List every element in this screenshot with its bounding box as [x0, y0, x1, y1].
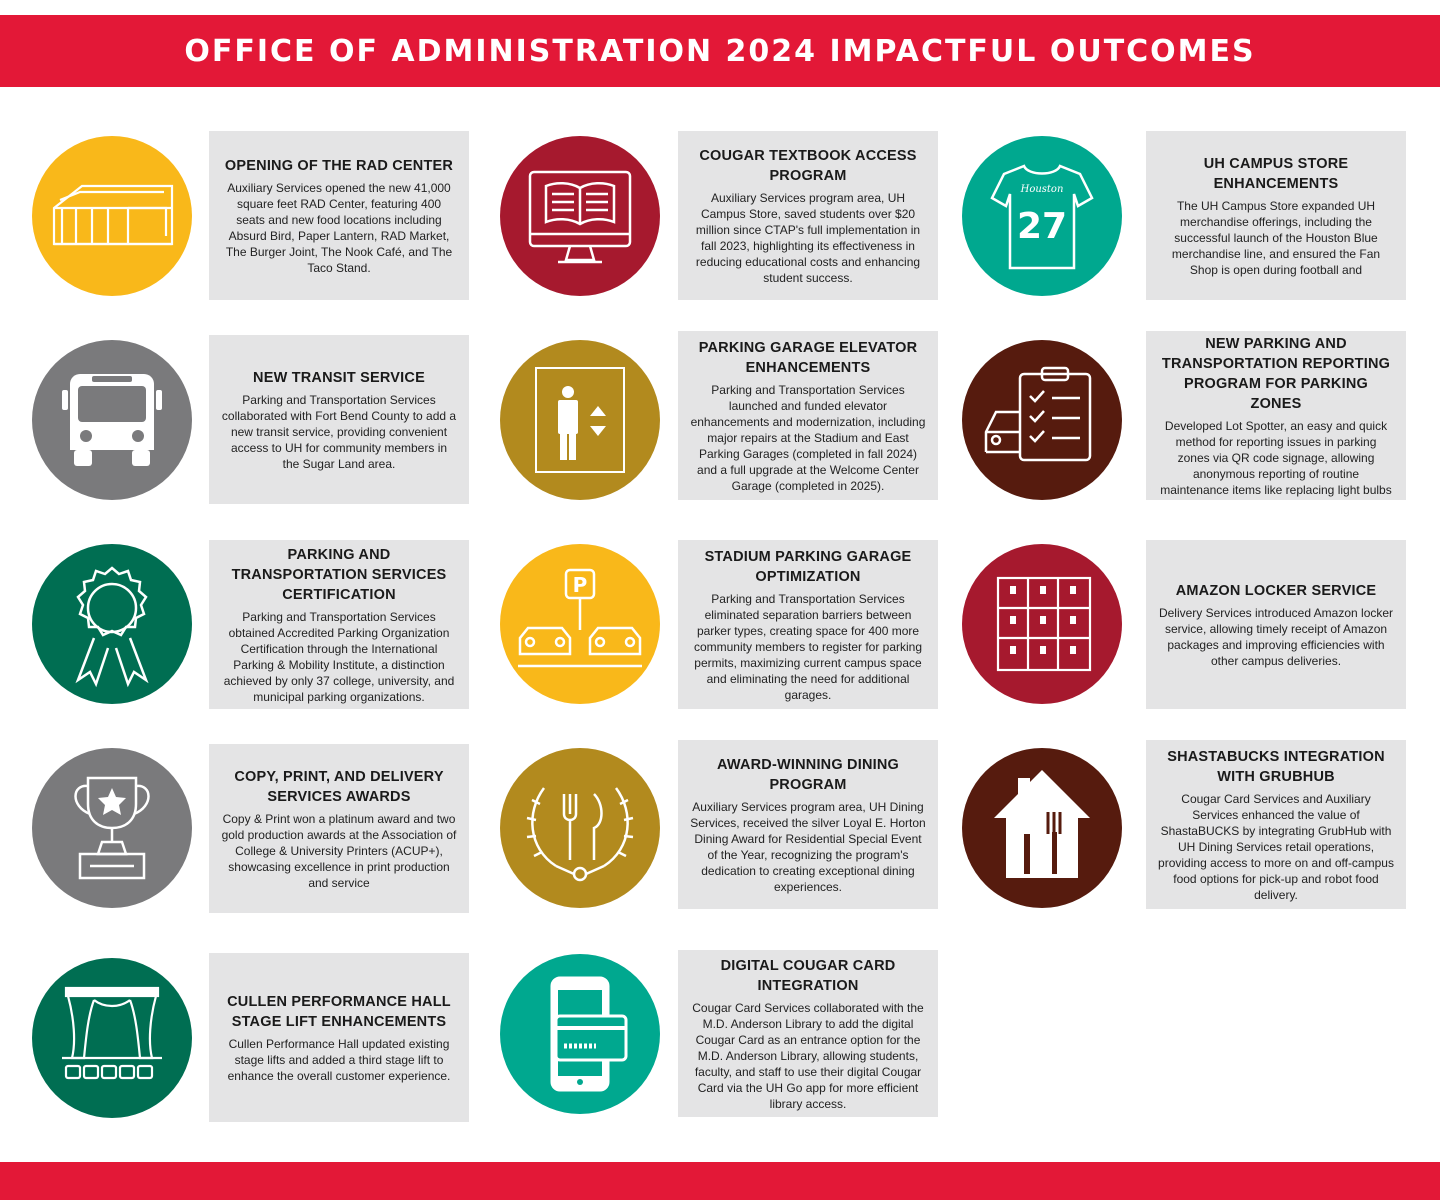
card-title: NEW PARKING AND TRANSPORTATION REPORTING PROGRAM FOR PARKING ZONES	[1161, 335, 1391, 412]
svg-text:P: P	[572, 573, 588, 597]
card-body: The UH Campus Store expanded UH merchandise offerings, including the successful launch of the Houston Blue merchandise line, and ensured the Fan Shop is open during football and	[1171, 198, 1381, 277]
award-ribbon-icon	[32, 544, 192, 704]
card-title: NEW TRANSIT SERVICE	[253, 369, 425, 386]
card-transit-service	[209, 335, 469, 504]
card-stadium-garage	[678, 540, 938, 709]
dining-laurel-icon	[500, 748, 660, 908]
card-body: Parking and Transportation Services obtained Accredited Parking Organization Certification through the International Parking & Mobility Institute, a distinction achieved by only 37 college, university, and municipal parking organizations.	[223, 609, 455, 704]
elevator-icon	[500, 340, 660, 500]
card-body: Cougar Card Services collaborated with the M.D. Anderson Library to add the digital Cougar Card as an entrance option for the M.D. Anderson Library, allowing students, faculty, and staff to use their digital Cougar Card via the UH Go app for more efficient library access.	[692, 1000, 924, 1111]
bus-icon	[32, 340, 192, 500]
header-banner	[0, 15, 1440, 87]
card-digital-cougar-card	[678, 950, 938, 1117]
card-body: Auxiliary Services program area, UH Campus Store, saved students over $20 million since CTAP's full implementation in fall 2023, highlighting its effectiveness in reducing educational costs and enhancing student success.	[695, 190, 921, 285]
card-title: CULLEN PERFORMANCE HALL STAGE LIFT ENHANCEMENTS	[227, 993, 451, 1030]
card-title: COPY, PRINT, AND DELIVERY SERVICES AWARDS	[234, 768, 444, 805]
card-body: Copy & Print won a platinum award and two gold production awards at the Association of College & University Printers (ACUP+), showcasing excellence in print production and service	[221, 811, 457, 890]
card-reporting-program	[1146, 331, 1406, 500]
jersey-number: 27	[1016, 206, 1068, 247]
parking-cars-icon	[500, 544, 660, 704]
card-shastabucks	[1146, 740, 1406, 909]
card-title: PARKING AND TRANSPORTATION SERVICES CERTIFICATION	[231, 546, 447, 603]
card-title: COUGAR TEXTBOOK ACCESS PROGRAM	[699, 147, 917, 184]
card-body: Auxiliary Services opened the new 41,000 square feet RAD Center, featuring 400 seats and new food locations including Absurd Bird, Paper Lantern, RAD Market, The Burger Joint, The Nook Café, and The Taco Stand.	[225, 180, 453, 275]
trophy-icon	[32, 748, 192, 908]
card-campus-store	[1146, 131, 1406, 300]
card-certification	[209, 540, 469, 709]
card-body: Auxiliary Services program area, UH Dining Services, received the silver Loyal E. Horton Dining Award for Residential Special Event of the Year, recognizing the program's dedication to creating exceptional dining experiences.	[690, 799, 926, 894]
card-title: STADIUM PARKING GARAGE OPTIMIZATION	[704, 548, 912, 585]
card-title: PARKING GARAGE ELEVATOR ENHANCEMENTS	[698, 339, 918, 376]
card-print-awards	[209, 744, 469, 913]
card-stage-lift	[209, 953, 469, 1122]
card-body: Delivery Services introduced Amazon locker service, allowing timely receipt of Amazon packages and improving efficiencies with other campus deliveries.	[1158, 605, 1394, 668]
card-rad-center	[209, 131, 469, 300]
theater-stage-icon	[32, 958, 192, 1118]
card-body: Parking and Transportation Services collaborated with Fort Bend County to add a new transit service, providing convenient access to UH for community members in the Sugar Land area.	[221, 392, 457, 471]
card-body: Cullen Performance Hall updated existing stage lifts and added a third stage lift to enhance the overall customer experience.	[227, 1036, 451, 1083]
card-elevator-enhancements	[678, 331, 938, 500]
card-body: Parking and Transportation Services launched and funded elevator enhancements and modernization, including major repairs at the Stadium and East Parking Garages (completed in fall 2024) and a full upgrade at the Welcome Center Garage (completed in 2025).	[690, 382, 926, 493]
jersey-icon	[962, 136, 1122, 296]
phone-card-icon	[500, 954, 660, 1114]
card-body: Cougar Card Services and Auxiliary Services enhanced the value of ShastaBUCKS by integrating GrubHub with UH Dining Services retail operations, providing access to more on and off-campus food options for pick-up and robot food delivery.	[1158, 791, 1394, 902]
card-title: SHASTABUCKS INTEGRATION WITH GRUBHUB	[1167, 748, 1385, 785]
book-monitor-icon	[500, 136, 660, 296]
card-title: DIGITAL COUGAR CARD INTEGRATION	[720, 957, 896, 994]
card-title: AWARD-WINNING DINING PROGRAM	[716, 756, 899, 793]
storefront-icon	[32, 136, 192, 296]
card-title: UH CAMPUS STORE ENHANCEMENTS	[1203, 155, 1349, 192]
locker-icon	[962, 544, 1122, 704]
card-body: Developed Lot Spotter, an easy and quick method for reporting issues in parking zones via QR code signage, allowing anonymous reporting of routine maintenance items like replacing light bulbs	[1160, 418, 1392, 497]
card-textbook-program	[678, 131, 938, 300]
jersey-brand: Houston	[1020, 184, 1064, 195]
card-title: AMAZON LOCKER SERVICE	[1175, 582, 1377, 599]
card-body: Parking and Transportation Services eliminated separation barriers between parker types, creating space for 400 more community members to register for parking permits, maximizing current campus space and eliminating the need for additional garages.	[693, 591, 923, 702]
card-dining-program	[678, 740, 938, 909]
card-title: OPENING OF THE RAD CENTER	[224, 157, 454, 174]
car-checklist-icon	[962, 340, 1122, 500]
page-title: OFFICE OF ADMINISTRATION 2024 IMPACTFUL OUTCOMES	[184, 33, 1256, 69]
card-amazon-locker	[1146, 540, 1406, 709]
grubhub-house-icon	[962, 748, 1122, 908]
footer-bar	[0, 1162, 1440, 1200]
